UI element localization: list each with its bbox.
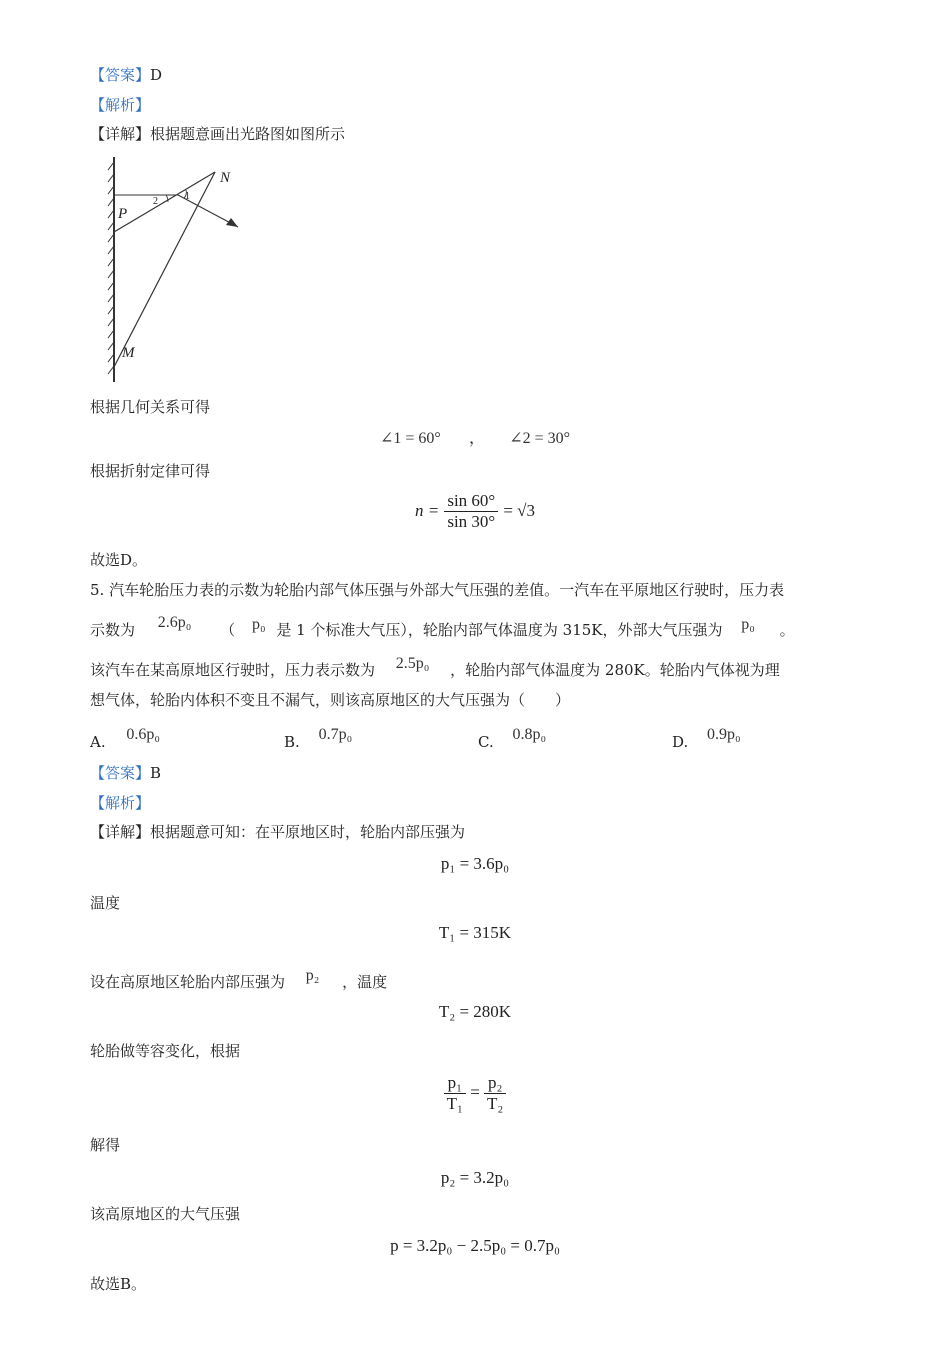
stem3-gauge-value: 2.5p₀	[395, 655, 430, 672]
temperature-label: 温度	[90, 894, 121, 912]
analysis-tag: 【解析】	[90, 794, 151, 812]
ratio-left-den: T₁	[446, 1094, 463, 1113]
detail-text: 根据题意可知：在平原地区时，轮胎内部压强为	[150, 823, 466, 841]
stem2-p0: p₀	[251, 616, 266, 633]
equation-p1: p₁ = 3.6p₀	[440, 854, 510, 873]
equation-t2: T₂ = 280K	[438, 1002, 512, 1021]
ratio-left-num: p₁	[444, 1073, 466, 1094]
answer-line-q5	[90, 762, 161, 784]
q5-stem-line3	[90, 655, 786, 682]
conclusion-q5: 故选B。	[90, 1275, 147, 1293]
atmosphere-text: 该高原地区的大气压强	[90, 1205, 241, 1223]
stem2-text-b: （	[220, 621, 236, 639]
answer-tag: 【答案】	[90, 66, 151, 84]
prism-edges	[114, 172, 215, 367]
isochoric-text: 轮胎做等容变化，根据	[90, 1042, 241, 1060]
q5-stem-line4: 想气体，轮胎内体积不变且不漏气，则该高原地区的大气压强为（ ）	[90, 691, 571, 709]
stem2-text-c: 是 1 个标准大气压），轮胎内部气体温度为 315K，外部大气压强为	[276, 621, 723, 639]
n-lhs: n =	[415, 501, 440, 520]
option-b-letter: B.	[284, 733, 300, 751]
angle-equations	[0, 427, 950, 450]
detail-text: 根据题意画出光路图如图所示	[150, 125, 346, 143]
n-fraction	[444, 491, 498, 532]
detail-tag: 【详解】	[90, 125, 151, 143]
equation-p2: p₂ = 3.2p₀	[440, 1168, 510, 1187]
ratio-equation	[0, 1073, 950, 1114]
label-1: 1	[185, 191, 190, 202]
detail-tag: 【详解】	[90, 823, 151, 841]
detail-line-q5	[90, 821, 465, 843]
stem2-text-a: 示数为	[90, 621, 136, 639]
ratio-equals: =	[470, 1082, 480, 1102]
n-rhs: = √3	[503, 501, 535, 520]
stem2-text-d: 。	[779, 621, 795, 639]
option-d-letter: D.	[672, 733, 689, 751]
label-n: N	[220, 170, 231, 186]
option-c-value: 0.8p₀	[512, 726, 547, 743]
equation-t1: T₁ = 315K	[438, 923, 512, 942]
option-c-letter: C.	[478, 733, 494, 751]
option-d-value: 0.9p₀	[707, 726, 741, 743]
plateau-text-b: ，温度	[342, 973, 388, 991]
label-m: M	[122, 345, 135, 361]
angle-separator: ，	[468, 428, 485, 447]
answer-line-q4	[90, 64, 162, 86]
light-rays	[114, 195, 238, 227]
n-numerator: sin 60°	[444, 491, 498, 512]
stem3-text-a: 该汽车在某高原地区行驶时，压力表示数为	[90, 661, 376, 679]
ratio-right-num: p₂	[484, 1073, 506, 1094]
light-path-diagram	[100, 152, 250, 386]
ratio-right	[484, 1073, 506, 1114]
stem2-p0b: p₀	[741, 616, 755, 633]
plateau-p2: p₂	[305, 967, 320, 984]
ratio-right-den: T₂	[487, 1094, 504, 1113]
label-2: 2	[153, 196, 158, 207]
ratio-left	[444, 1073, 466, 1114]
option-b-value: 0.7p₀	[318, 726, 353, 743]
analysis-tag: 【解析】	[90, 96, 151, 114]
stem2-gauge-value: 2.6p₀	[157, 614, 192, 631]
option-b[interactable]	[284, 726, 353, 754]
plateau-text-a: 设在高原地区轮胎内部压强为	[90, 973, 286, 991]
plateau-line	[90, 967, 393, 994]
arrow-head-icon	[226, 218, 238, 227]
q5-stem-line2	[90, 614, 801, 642]
option-a-value: 0.6p₀	[126, 726, 160, 743]
geometry-text: 根据几何关系可得	[90, 398, 211, 416]
answer-tag: 【答案】	[90, 764, 151, 782]
n-denominator: sin 30°	[447, 512, 496, 531]
answer-value: B	[150, 764, 162, 782]
conclusion-q4: 故选D。	[90, 551, 148, 569]
label-p: P	[118, 206, 128, 222]
option-a[interactable]	[90, 726, 160, 754]
detail-line-q4	[90, 123, 345, 145]
equation-p: p = 3.2p₀ − 2.5p₀ = 0.7p₀	[390, 1236, 560, 1255]
refraction-equation	[0, 491, 950, 532]
answer-value: D	[150, 66, 163, 84]
stem3-text-b: ，轮胎内部气体温度为 280K。轮胎内气体视为理	[450, 661, 780, 679]
option-c[interactable]	[478, 726, 547, 754]
angle2-equation: ∠2 = 30°	[509, 430, 571, 447]
option-d[interactable]	[672, 726, 741, 754]
solve-text: 解得	[90, 1136, 121, 1154]
refraction-text: 根据折射定律可得	[90, 462, 211, 480]
angle1-equation: ∠1 = 60°	[379, 430, 441, 447]
mirror-hatching	[108, 157, 114, 382]
q5-stem-line1: 5. 汽车轮胎压力表的示数为轮胎内部气体压强与外部大气压强的差值。一汽车在平原地区行驶时，压力表	[90, 581, 785, 599]
option-a-letter: A.	[90, 733, 106, 751]
